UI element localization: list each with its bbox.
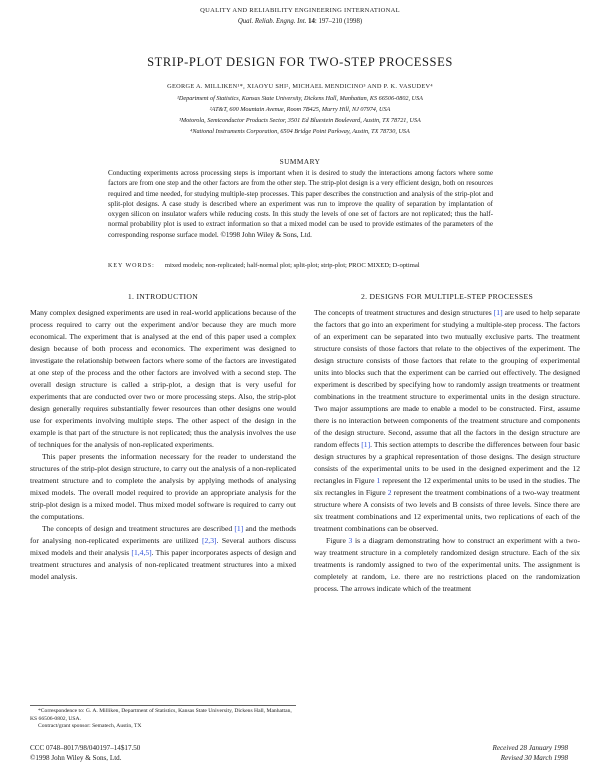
footnote-sponsor: Contract/grant sponsor: Sematech, Austin, TX: [38, 723, 142, 730]
correspondence-footnote: [30, 705, 296, 731]
designs-paragraph-2: [314, 535, 580, 595]
right-column: [314, 292, 580, 595]
section-heading-designs: 2. DESIGNS FOR MULTIPLE-STEP PROCESSES: [360, 292, 534, 301]
text-run: represent the 12 experimental units to be used in the studies. The six rectangles in Figure: [314, 476, 580, 497]
figure-link[interactable]: 2: [387, 488, 392, 497]
affiliation-4: ⁴National Instruments Corporation, 6504 Bridge Point Parkway, Austin, TX 78730, USA: [190, 128, 410, 135]
designs-paragraph-1: [314, 307, 580, 535]
summary-heading: SUMMARY: [279, 157, 321, 166]
copyright-block: [30, 743, 296, 763]
citation-pages: : 197–210 (1998): [314, 18, 363, 25]
intro-paragraph-3: [30, 523, 296, 583]
citation-journal: Qual. Reliab. Engng. Int.: [237, 18, 307, 25]
revised-date: Revised 30 March 1998: [500, 754, 568, 762]
text-run: The concepts of treatment structures and design structures: [314, 308, 494, 317]
journal-name: QUALITY AND RELIABILITY ENGINEERING INTERNATIONAL: [200, 7, 400, 14]
summary-text: Conducting experiments across processing steps is important when it is desired to study the interactions among factors where some factors are from one step and the other factors are from the other step. The strip-plot design is a very efficient design, both on resources required and time needed, for studying multiple-step processes. This paper describes the construction and analysis of the strip-plot and split-plot designs. A case study is described where an experiment was run to improve the quality of separation by implantation of oxygen silicon on insulator wafers while reducing costs. In this study the levels of one set of factors are not replicated; thus the half-normal probability plot is used to extract information so that a mixed model can be used to provide estimates of the parameters of the corresponding response surface model. ©1998 John Wiley & Sons, Ltd.: [108, 169, 493, 239]
received-date: Received 28 January 1998: [492, 744, 568, 752]
affiliation-1: ¹Department of Statistics, Kansas State University, Dickens Hall, Manhattan, KS 66506-0802, USA: [177, 95, 423, 102]
text-run: . This paper incorporates aspects of design and treatment structures and analysis of non-replicated treatment structures into a mixed model analysis.: [30, 548, 296, 581]
keywords-label: KEY WORDS:: [108, 263, 155, 269]
text-run: are used to help separate the factors that go into an experiment for studying a multiple-step process. The factors of an experiment can be separated into two mutually exclusive parts. The treatment structure consists of those factors that relate to the objectives of the experiment. The design structure consists of those factors that relate to the grouping of experimental units into blocks such that the experiment can be carried out effectively. The designed experiment is described by specifying how to randomly assign treatments or treatment combinations in the treatment structure to experimental units in the design structure. Two major assumptions are made to enable a model to be constructed. First, assume there is no interaction between components of the treatment structure and components of the design structure. Second, assume that all the factors in the design structure are random effects: [314, 308, 580, 449]
citation-link[interactable]: [1,4,5]: [131, 548, 152, 557]
citation-link[interactable]: [1]: [234, 524, 244, 533]
text-run: is a diagram demonstrating how to construct an experiment with a two-way treatment structure in a completely randomized design structure. Each of the six treatments is randomly assigned to two of the experimental units. The assignment is completely at random, i.e. there are no restrictions placed on the randomization process. The arrows indicate which of the treatment: [314, 536, 580, 593]
text-run: Figure: [326, 536, 349, 545]
paper-title: STRIP-PLOT DESIGN FOR TWO-STEP PROCESSES: [147, 55, 453, 69]
keywords: [108, 262, 508, 269]
citation-link[interactable]: [1]: [361, 440, 371, 449]
text-run: represent the treatment combinations of a two-way treatment structure where A consists of two levels and B consists of three levels. Since there are six treatment combinations and 12 experimental units, two replications of each of the treatment combinations can be observed.: [314, 488, 581, 533]
left-column: [30, 292, 296, 583]
citation-link[interactable]: [2,3]: [201, 536, 217, 545]
affiliation-2: ²AT&T, 600 Mountain Avenue, Room 7B425, Murry Hill, NJ 07974, USA: [209, 106, 391, 113]
intro-paragraph-1: Many complex designed experiments are used in real-world applications because of the process required to carry out the experiment and/or because they are much more economical. The experiment that is analysed at the end of this paper used a complex design because of both process and economics. The experiment was designed to investigate the relationship between factors where some of the factors are investigated at one step of the process and the other factors are involved with a second step. The overall design structure is called a strip-plot, a design that is very useful for experiments that are conducted over two or more processing steps. Also, the strip-plot design generally requires substantially fewer resources than other designs one would use for experiments involving multiple steps. The other aspect of the design in the example is that part of the structure is not replicated; thus the analysis involves the use of techniques for the analysis of non-replicated experiments.: [30, 308, 296, 449]
section-heading-introduction: 1. INTRODUCTION: [127, 292, 199, 301]
text-run: . Several authors discuss mixed models and their analysis: [30, 536, 296, 557]
figure-link[interactable]: 3: [348, 536, 353, 545]
footnote-correspondence: *Correspondence to: G. A. Milliken, Department of Statistics, Kansas State University, Dickens Hall, Manhattan, KS 66506-0802, USA.: [30, 708, 292, 722]
copyright-notice: ©1998 John Wiley & Sons, Ltd.: [30, 754, 122, 762]
citation-volume: 14: [308, 18, 315, 25]
received-dates: [314, 743, 568, 763]
ccc-code: CCC 0748–8017/98/040197–14$17.50: [30, 744, 141, 752]
figure-link[interactable]: 1: [376, 476, 381, 485]
text-run: The concepts of design and treatment structures are described: [42, 524, 235, 533]
keywords-text: mixed models; non-replicated; half-normal plot; split-plot; strip-plot; PROC MIXED; D-optimal: [164, 262, 420, 269]
text-run: . This section attempts to describe the differences between four basic design structures by a graphical representation of those designs. The design structure consists of the experimental units to be used in the designed experiment and the 12 rectangles in Figure: [314, 440, 580, 485]
journal-citation: [0, 18, 600, 25]
author-list: GEORGE A. MILLIKEN¹*, XIAOYU SHI², MICHAEL MENDICINO³ AND P. K. VASUDEV⁴: [167, 83, 433, 90]
intro-paragraph-2: This paper presents the information necessary for the reader to understand the structures of the strip-plot design structure, to carry out the analysis of a non-replicated treatment structure and to complete the analysis by applying methods of analysing mixed models. The overall model required to provide an appropriate analysis for the strip-plot design is a mixed model. Thus mixed model software is required to carry out the computations.: [30, 452, 296, 521]
citation-link[interactable]: [1]: [493, 308, 503, 317]
text-run: and the methods for analysing non-replicated experiments are utilized: [30, 524, 297, 545]
affiliation-3: ³Motorola, Semiconductor Products Sector, 3501 Ed Bluestein Boulevard, Austin, TX 78721, USA: [179, 117, 421, 124]
